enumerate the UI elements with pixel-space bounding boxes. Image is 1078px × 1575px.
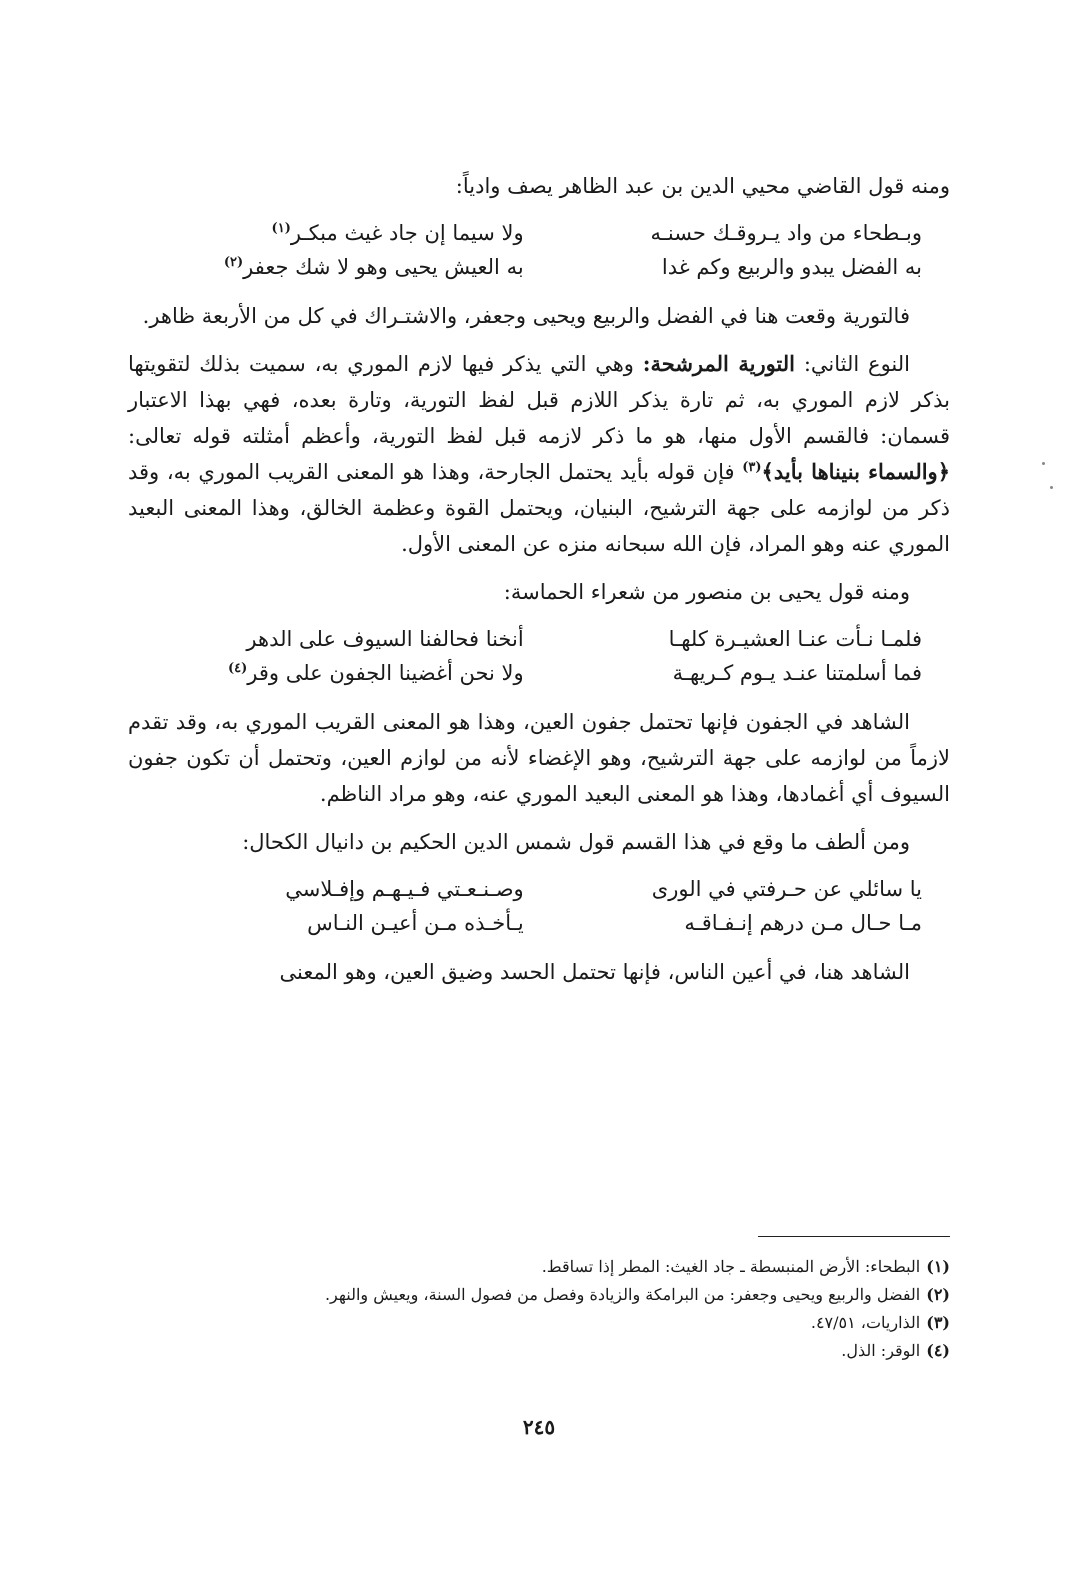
footnote-text: الفضل والربيع ويحيى وجعفر: من البرامكة والزيادة وفصل من فصول السنة، ويعيش والنهر. — [324, 1285, 921, 1304]
hemistich-second — [156, 622, 524, 656]
footnote — [128, 1281, 950, 1309]
hemistich-second — [156, 872, 524, 906]
footnote-marker: (٣) — [742, 460, 762, 475]
verse-line — [156, 906, 922, 940]
footnote-separator — [758, 1236, 950, 1237]
hemistich-second — [156, 216, 524, 250]
section-term: التورية المرشحة: — [642, 351, 796, 376]
footnote-marker: (٢) — [223, 255, 244, 270]
scan-speck — [1042, 462, 1045, 465]
paragraph-text: وهي التي يذكر فيها لازم الموري به، سميت بذلك لتقويتها بذكر لازم الموري به، ثم تارة يذكر اللازم قبل لفظ التورية، وتارة بعده، فهي بهذا الاعتبار قسمان: فالقسم الأول منها، هو ما ذكر لازمه قبل لفظ التورية، وأعظم أمثلته قوله تعالى: — [128, 352, 950, 448]
hemistich-second — [156, 656, 524, 690]
paragraph-text: الشاهد في الجفون فإنها تحتمل جفون العين، وهذا هو المعنى القريب الموري به، وقد تقدم لازماً من لوازمه على جهة الترشيح، وهو الإغضاء لأنه من لوازم العين، وتحتمل أن تكون جفون السيوف أي أغمادها، وهذا هو المعنى البعيد الموري عنه، وهو مراد الناظم. — [128, 710, 950, 806]
paragraph-text: ومن ألطف ما وقع في هذا القسم قول شمس الدين الحكيم بن دانيال الكحال: — [242, 830, 910, 854]
hemistich-text: وصـنـعـتي فـيـهـم وإفـلاسي — [285, 877, 524, 901]
hemistich-first: فلمـا نـأت عنـا العشيـرة كلهـا — [668, 627, 922, 651]
footnote-number: (٢) — [926, 1285, 950, 1304]
main-text — [128, 168, 950, 1002]
paragraph — [128, 346, 950, 562]
footnote — [128, 1309, 950, 1337]
hemistich-second — [156, 250, 524, 284]
poem — [128, 872, 950, 940]
hemistich-first: وبـطحاء من واد يـروقـك حسنـه — [650, 221, 922, 245]
paragraph — [128, 168, 950, 204]
footnote-number: (٤) — [926, 1341, 950, 1360]
paragraph-lead: النوع الثاني: — [795, 352, 910, 376]
hemistich-text: به العيش يحيى وهو لا شك جعفر — [243, 255, 524, 279]
hemistich-first: يا سائلي عن حـرفتي في الورى — [651, 877, 922, 901]
footnote-text: الوقر: الذل. — [841, 1341, 921, 1360]
footnote-text: البطحاء: الأرض المنبسطة ـ جاد الغيث: المطر إذا تساقط. — [541, 1257, 921, 1276]
footnote-number: (١) — [926, 1257, 950, 1276]
paragraph-text: الشاهد هنا، في أعين الناس، فإنها تحتمل الحسد وضيق العين، وهو المعنى — [279, 960, 910, 984]
footnote-marker: (٤) — [227, 661, 248, 676]
footnote — [128, 1337, 950, 1365]
paragraph — [128, 298, 950, 334]
paragraph-text: ومنه قول القاضي محيي الدين بن عبد الظاهر يصف وادياً: — [455, 174, 950, 198]
verse-line — [156, 656, 922, 690]
hemistich-first: فما أسلمتنا عنـد يـوم كـريهـة — [672, 661, 922, 685]
paragraph-text: فإن قوله بأيد يحتمل الجارحة، وهذا هو المعنى القريب الموري به، وقد ذكر من لوازمه على جهة الترشيح، البنيان، ويحتمل القوة وعظمة الخالق، وهذا المعنى البعيد الموري عنه وهو المراد، فإن الله سبحانه منزه عن المعنى الأول. — [128, 460, 950, 556]
verse-line — [156, 216, 922, 250]
hemistich-text: ولا نحن أغضينا الجفون على وقر — [247, 661, 524, 685]
footnote-text: الذاريات، ٤٧/٥١. — [810, 1313, 921, 1332]
paragraph — [128, 704, 950, 812]
paragraph-text: ومنه قول يحيى بن منصور من شعراء الحماسة: — [503, 580, 910, 604]
poem — [128, 622, 950, 690]
hemistich-second — [156, 906, 524, 940]
hemistich-text: أنخنا فحالفنا السيوف على الدهر — [246, 627, 524, 651]
hemistich-first: به الفضل يبدو والربيع وكم غدا — [661, 255, 922, 279]
quran-quote: ﴿والسماء بنيناها بأيد﴾ — [761, 459, 950, 484]
hemistich-text: ولا سيما إن جاد غيث مبكـر — [290, 221, 524, 245]
verse-line — [156, 250, 922, 284]
page-number: ٢٤٥ — [522, 1415, 556, 1439]
poem — [128, 216, 950, 284]
footnotes — [128, 1253, 950, 1365]
paragraph — [128, 574, 950, 610]
footnote — [128, 1253, 950, 1281]
verse-line — [156, 872, 922, 906]
scan-speck — [1050, 486, 1053, 489]
footnote-number: (٣) — [926, 1313, 950, 1332]
footnote-marker: (١) — [271, 221, 291, 236]
paragraph-text: فالتورية وقعت هنا في الفضل والربيع ويحيى وجعفر، والاشتـراك في كل من الأربعة ظاهر. — [142, 304, 910, 328]
paragraph — [128, 824, 950, 860]
verse-line — [156, 622, 922, 656]
paragraph — [128, 954, 950, 990]
hemistich-text: يـأخـذه مـن أعيـن النـاس — [307, 911, 524, 935]
hemistich-first: مـا حـال مـن درهم إنـفـاقـه — [684, 911, 922, 935]
